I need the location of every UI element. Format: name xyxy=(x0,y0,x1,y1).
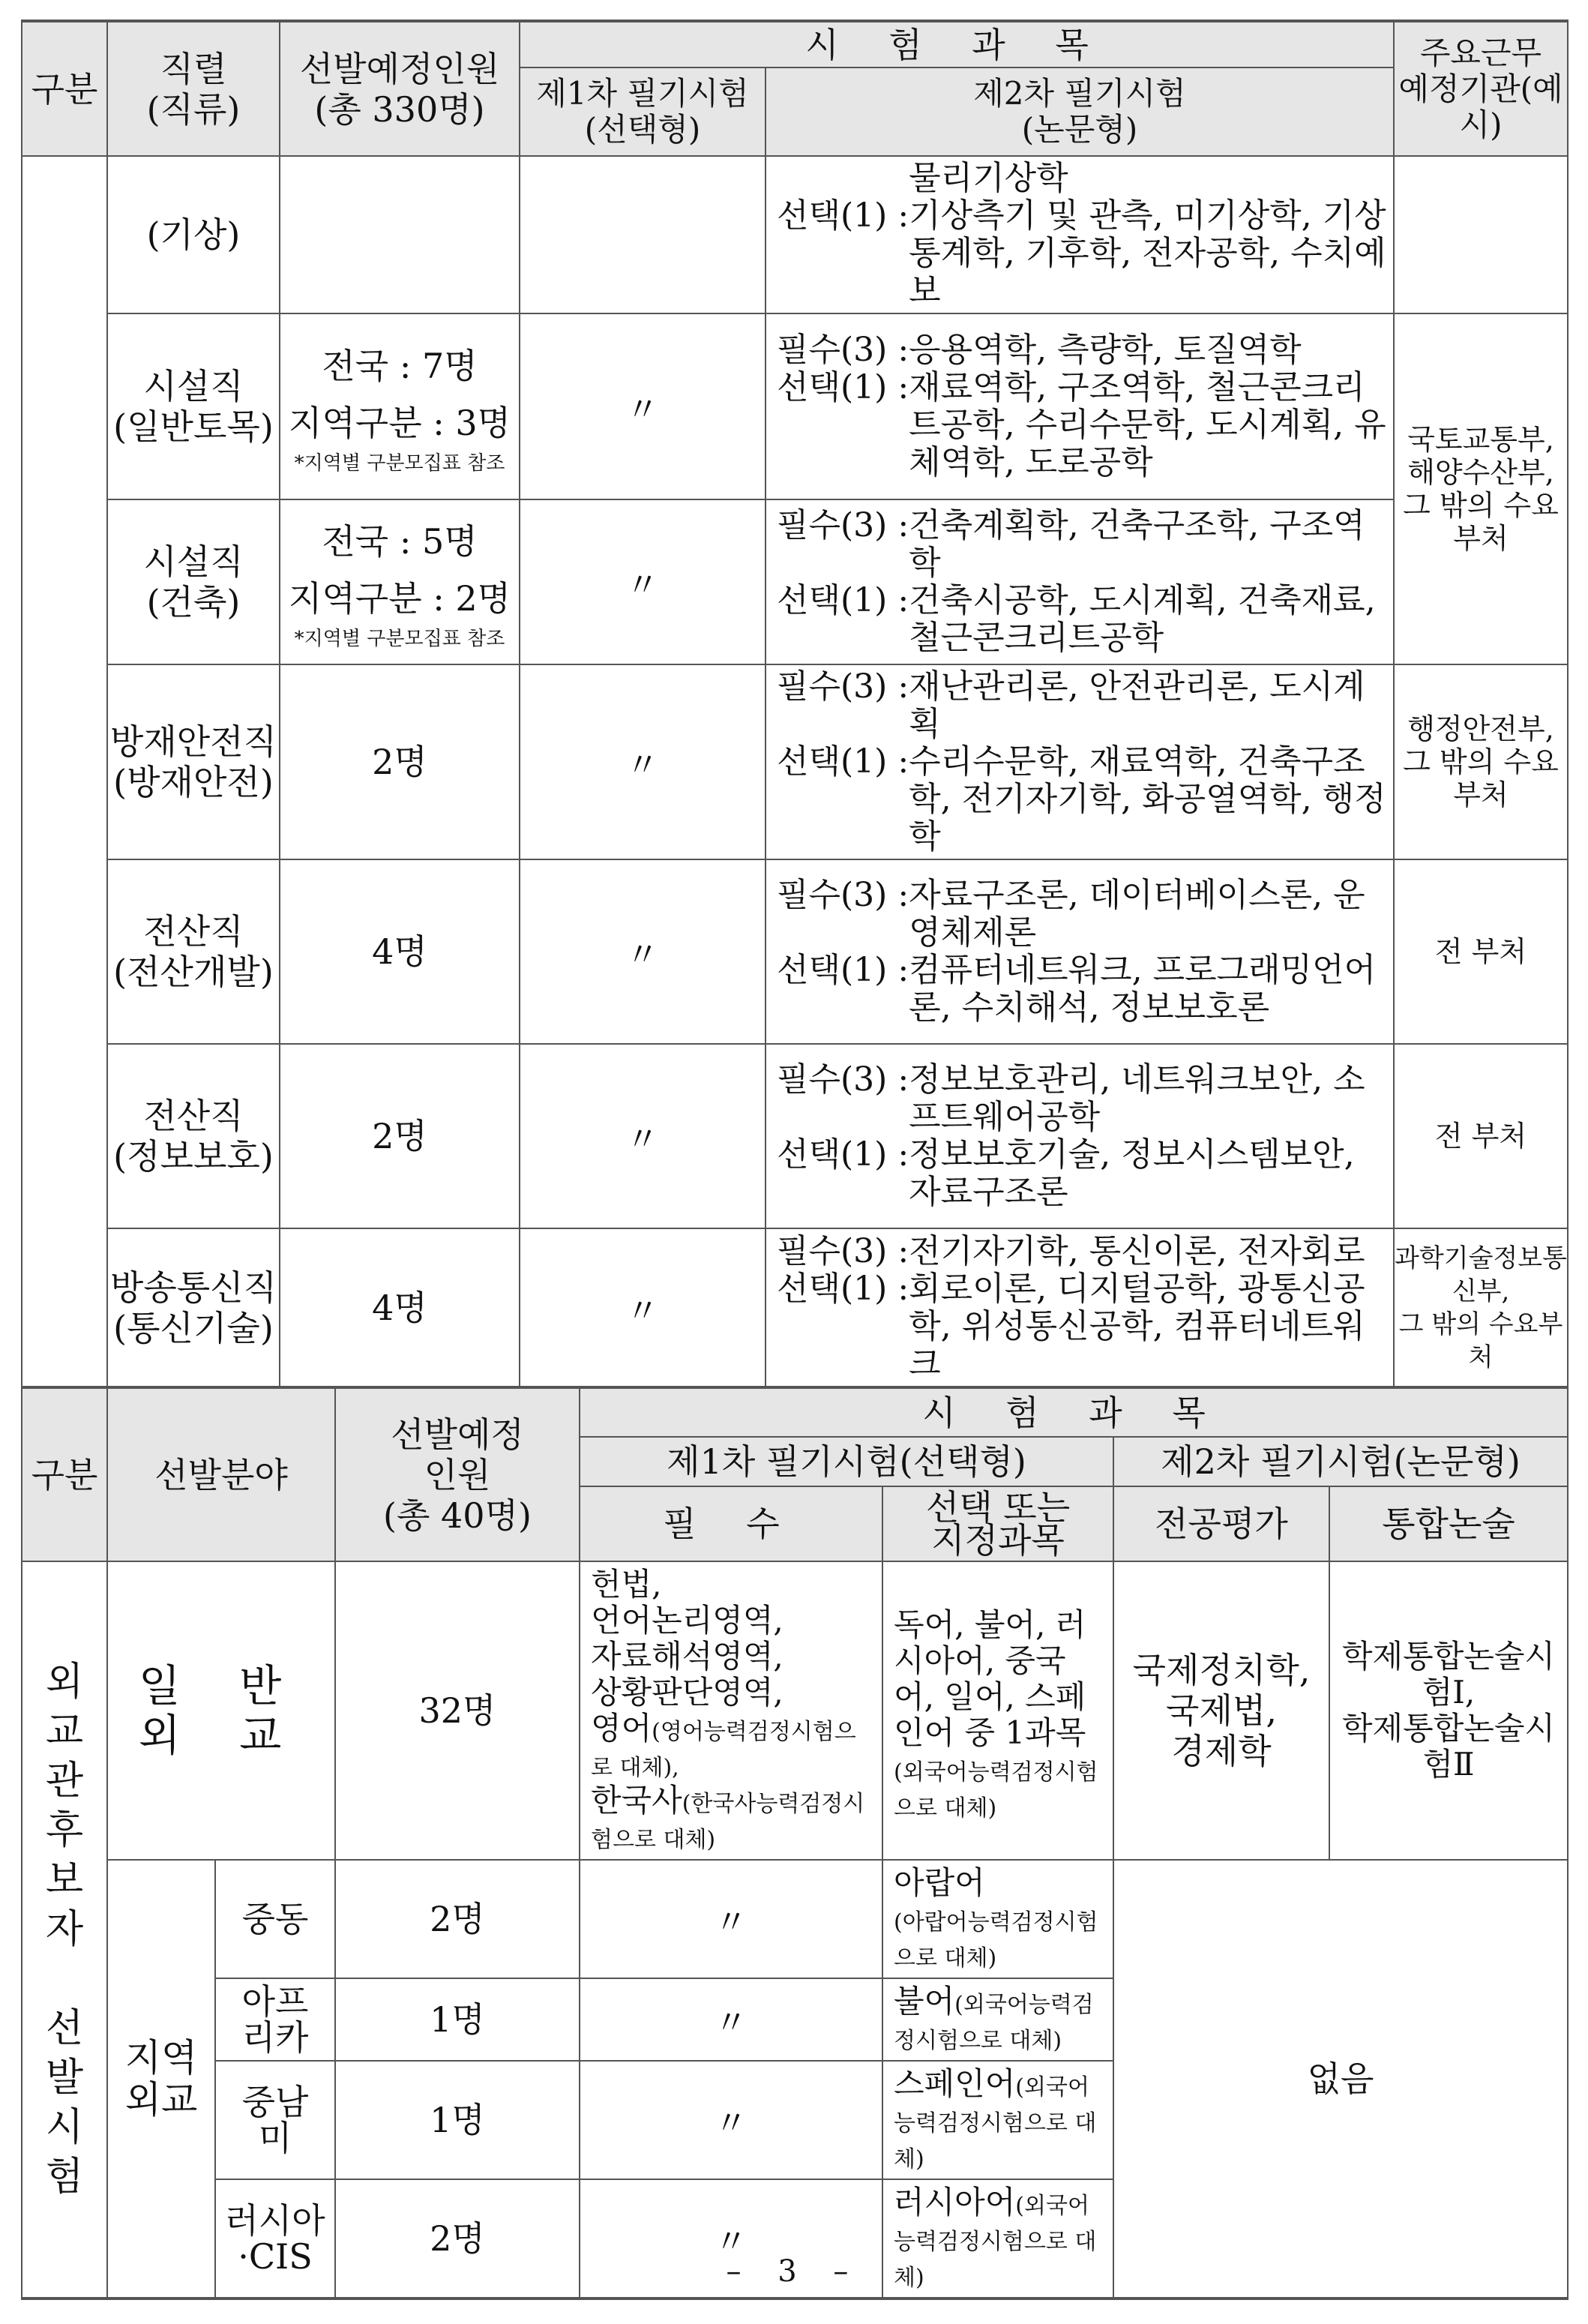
elective-cell: 독어, 불어, 러시아어, 중국어, 일어, 스페인어 중 1과목 (외국어능력검정시험으로 대체) xyxy=(882,1561,1113,1860)
exam2-cell: 필수(3) : 정보보호관리, 네트워크보안, 소프트웨어공학 선택(1) : 정보보호기술, 정보시스템보안, 자료구조론 xyxy=(766,1044,1394,1228)
diplomat-exam-table xyxy=(21,1386,1569,2300)
exam1-ditto: 〃 xyxy=(520,1228,766,1387)
series-cell: 방재안전직 (방재안전) xyxy=(107,664,280,859)
planned-cell: 2명 xyxy=(335,1860,580,1978)
header-series: 직렬 (직류) xyxy=(107,21,280,156)
planned-cell xyxy=(280,156,520,313)
agency-cell xyxy=(1394,156,1568,313)
exam2-cell: 필수(3) : 전기자기학, 통신이론, 전자회로 선택(1) : 회로이론, 디지털공학, 광통신공학, 위성통신공학, 컴퓨터네트워크 xyxy=(766,1228,1394,1387)
required-ditto: 〃 xyxy=(580,2179,882,2299)
elective-cell: 불어(외국어능력검정시험으로 대체) xyxy=(882,1978,1113,2061)
exam1-ditto: 〃 xyxy=(520,1044,766,1228)
table-row xyxy=(22,156,1568,313)
table-row xyxy=(22,664,1568,859)
planned-note: *지역별 구분모집표 참조 xyxy=(294,628,505,650)
header-exam-subjects: 시 험 과 목 xyxy=(520,21,1394,67)
division-vertical-label xyxy=(22,1561,107,2299)
agency-cell: 행정안전부, 그 밖의 수요부처 xyxy=(1394,664,1568,859)
exam1-ditto: 〃 xyxy=(520,859,766,1044)
header-exam1: 제1차 필기시험 (선택형) xyxy=(520,67,766,156)
division-label: 외 교 관 후 보 자 선 발 시 험 xyxy=(45,1660,84,2200)
planned-cell: 32명 xyxy=(335,1561,580,1860)
elective-cell: 스페인어(외국어능력검정시험으로 대체) xyxy=(882,2061,1113,2179)
planned-cell: 4명 xyxy=(280,1228,520,1387)
exam1-ditto: 〃 xyxy=(520,499,766,664)
integrated-cell: 학제통합논술시험Ⅰ, 학제통합논술시험Ⅱ xyxy=(1329,1561,1568,1860)
header-exam-subjects: 시 험 과 목 xyxy=(580,1387,1568,1437)
planned-cell: 2명 xyxy=(335,2179,580,2299)
header-exam1: 제1차 필기시험(선택형) xyxy=(580,1437,1113,1486)
table-row xyxy=(22,1561,1568,1860)
required-ditto: 〃 xyxy=(580,1978,882,2061)
header-elective: 선택 또는 지정과목 xyxy=(882,1486,1113,1561)
exam2-cell: 필수(3) : 응용역학, 측량학, 토질역학 선택(1) : 재료역학, 구조역학, 철근콘크리트공학, 수리수문학, 도시계획, 유체역학, 도로공학 xyxy=(766,313,1394,499)
elective-cell: 러시아어(외국어능력검정시험으로 대체) xyxy=(882,2179,1113,2299)
table-row xyxy=(22,313,1568,499)
table-row xyxy=(22,499,1568,664)
header-division: 구분 xyxy=(22,1387,107,1561)
planned-cell: 전국 : 7명 지역구분 : 3명 *지역별 구분모집표 참조 xyxy=(280,313,520,499)
header-planned: 선발예정인원 (총 330명) xyxy=(280,21,520,156)
header-planned: 선발예정 인원 (총 40명) xyxy=(335,1387,580,1561)
required-ditto: 〃 xyxy=(580,1860,882,1978)
exam2-cell: 필수(3) : 재난관리론, 안전관리론, 도시계획 선택(1) : 수리수문학, 재료역학, 건축구조학, 전기자기학, 화공열역학, 행정학 xyxy=(766,664,1394,859)
series-cell: 시설직 (일반토목) xyxy=(107,313,280,499)
header-division: 구분 xyxy=(22,21,107,156)
header-integrated: 통합논술 xyxy=(1329,1486,1568,1561)
required-cell: 헌법, 언어논리영역, 자료해석영역, 상황판단영역, 영어(영어능력검정시험으로 대체), 한국사(한국사능력검정시험으로 대체) xyxy=(580,1561,882,1860)
field-regional: 지역 외교 xyxy=(107,1860,215,2299)
division-cell xyxy=(22,156,107,1387)
table-row xyxy=(22,1044,1568,1228)
planned-cell: 1명 xyxy=(335,2061,580,2179)
header-agencies: 주요근무 예정기관(예시) xyxy=(1394,21,1568,156)
region-name: 중동 xyxy=(215,1860,335,1978)
agency-cell: 전 부처 xyxy=(1394,1044,1568,1228)
exam2-cell: 필수(3) : 건축계획학, 건축구조학, 구조역학 선택(1) : 건축시공학, 도시계획, 건축재료, 철근콘크리트공학 xyxy=(766,499,1394,664)
table-row xyxy=(22,1228,1568,1387)
planned-cell: 2명 xyxy=(280,664,520,859)
field-general: 일 반 외 교 xyxy=(107,1561,335,1860)
planned-cell: 2명 xyxy=(280,1044,520,1228)
region-name: 러시아 ·CIS xyxy=(215,2179,335,2299)
table-row xyxy=(22,1860,1568,1978)
regional-integrated-cell: 없음 xyxy=(1113,1860,1568,2299)
agency-cell: 과학기술정보통신부, 그 밖의 수요부처 xyxy=(1394,1228,1568,1387)
exam2-cell: 물리기상학 선택(1) : 기상측기 및 관측, 미기상학, 기상통계학, 기후학, 전자공학, 수치예보 xyxy=(766,156,1394,313)
table-row xyxy=(22,859,1568,1044)
elective-cell: 아랍어 (아랍어능력검정시험으로 대체) xyxy=(882,1860,1113,1978)
header-major: 전공평가 xyxy=(1113,1486,1329,1561)
header-exam2: 제2차 필기시험 (논문형) xyxy=(766,67,1394,156)
header-exam2: 제2차 필기시험(논문형) xyxy=(1113,1437,1568,1486)
planned-cell: 4명 xyxy=(280,859,520,1044)
page-number: – 3 – xyxy=(726,2254,862,2289)
series-cell: 시설직 (건축) xyxy=(107,499,280,664)
region-name: 중남 미 xyxy=(215,2061,335,2179)
agency-cell: 전 부처 xyxy=(1394,859,1568,1044)
series-cell: 전산직 (전산개발) xyxy=(107,859,280,1044)
planned-note: *지역별 구분모집표 참조 xyxy=(294,452,505,475)
header-field: 선발분야 xyxy=(107,1387,335,1561)
required-ditto: 〃 xyxy=(580,2061,882,2179)
series-cell: 방송통신직 (통신기술) xyxy=(107,1228,280,1387)
agency-cell: 국토교통부, 해양수산부, 그 밖의 수요부처 xyxy=(1394,313,1568,664)
exam1-ditto: 〃 xyxy=(520,313,766,499)
series-cell: 전산직 (정보보호) xyxy=(107,1044,280,1228)
planned-cell: 전국 : 5명 지역구분 : 2명 *지역별 구분모집표 참조 xyxy=(280,499,520,664)
civil-service-exam-table xyxy=(21,19,1569,1389)
series-cell: (기상) xyxy=(107,156,280,313)
region-name: 아프 리카 xyxy=(215,1978,335,2061)
header-required: 필 수 xyxy=(580,1486,882,1561)
exam1-ditto: 〃 xyxy=(520,664,766,859)
exam1-cell xyxy=(520,156,766,313)
planned-cell: 1명 xyxy=(335,1978,580,2061)
major-cell: 국제정치학, 국제법, 경제학 xyxy=(1113,1561,1329,1860)
exam2-cell: 필수(3) : 자료구조론, 데이터베이스론, 운영체제론 선택(1) : 컴퓨터네트워크, 프로그래밍언어론, 수치해석, 정보보호론 xyxy=(766,859,1394,1044)
